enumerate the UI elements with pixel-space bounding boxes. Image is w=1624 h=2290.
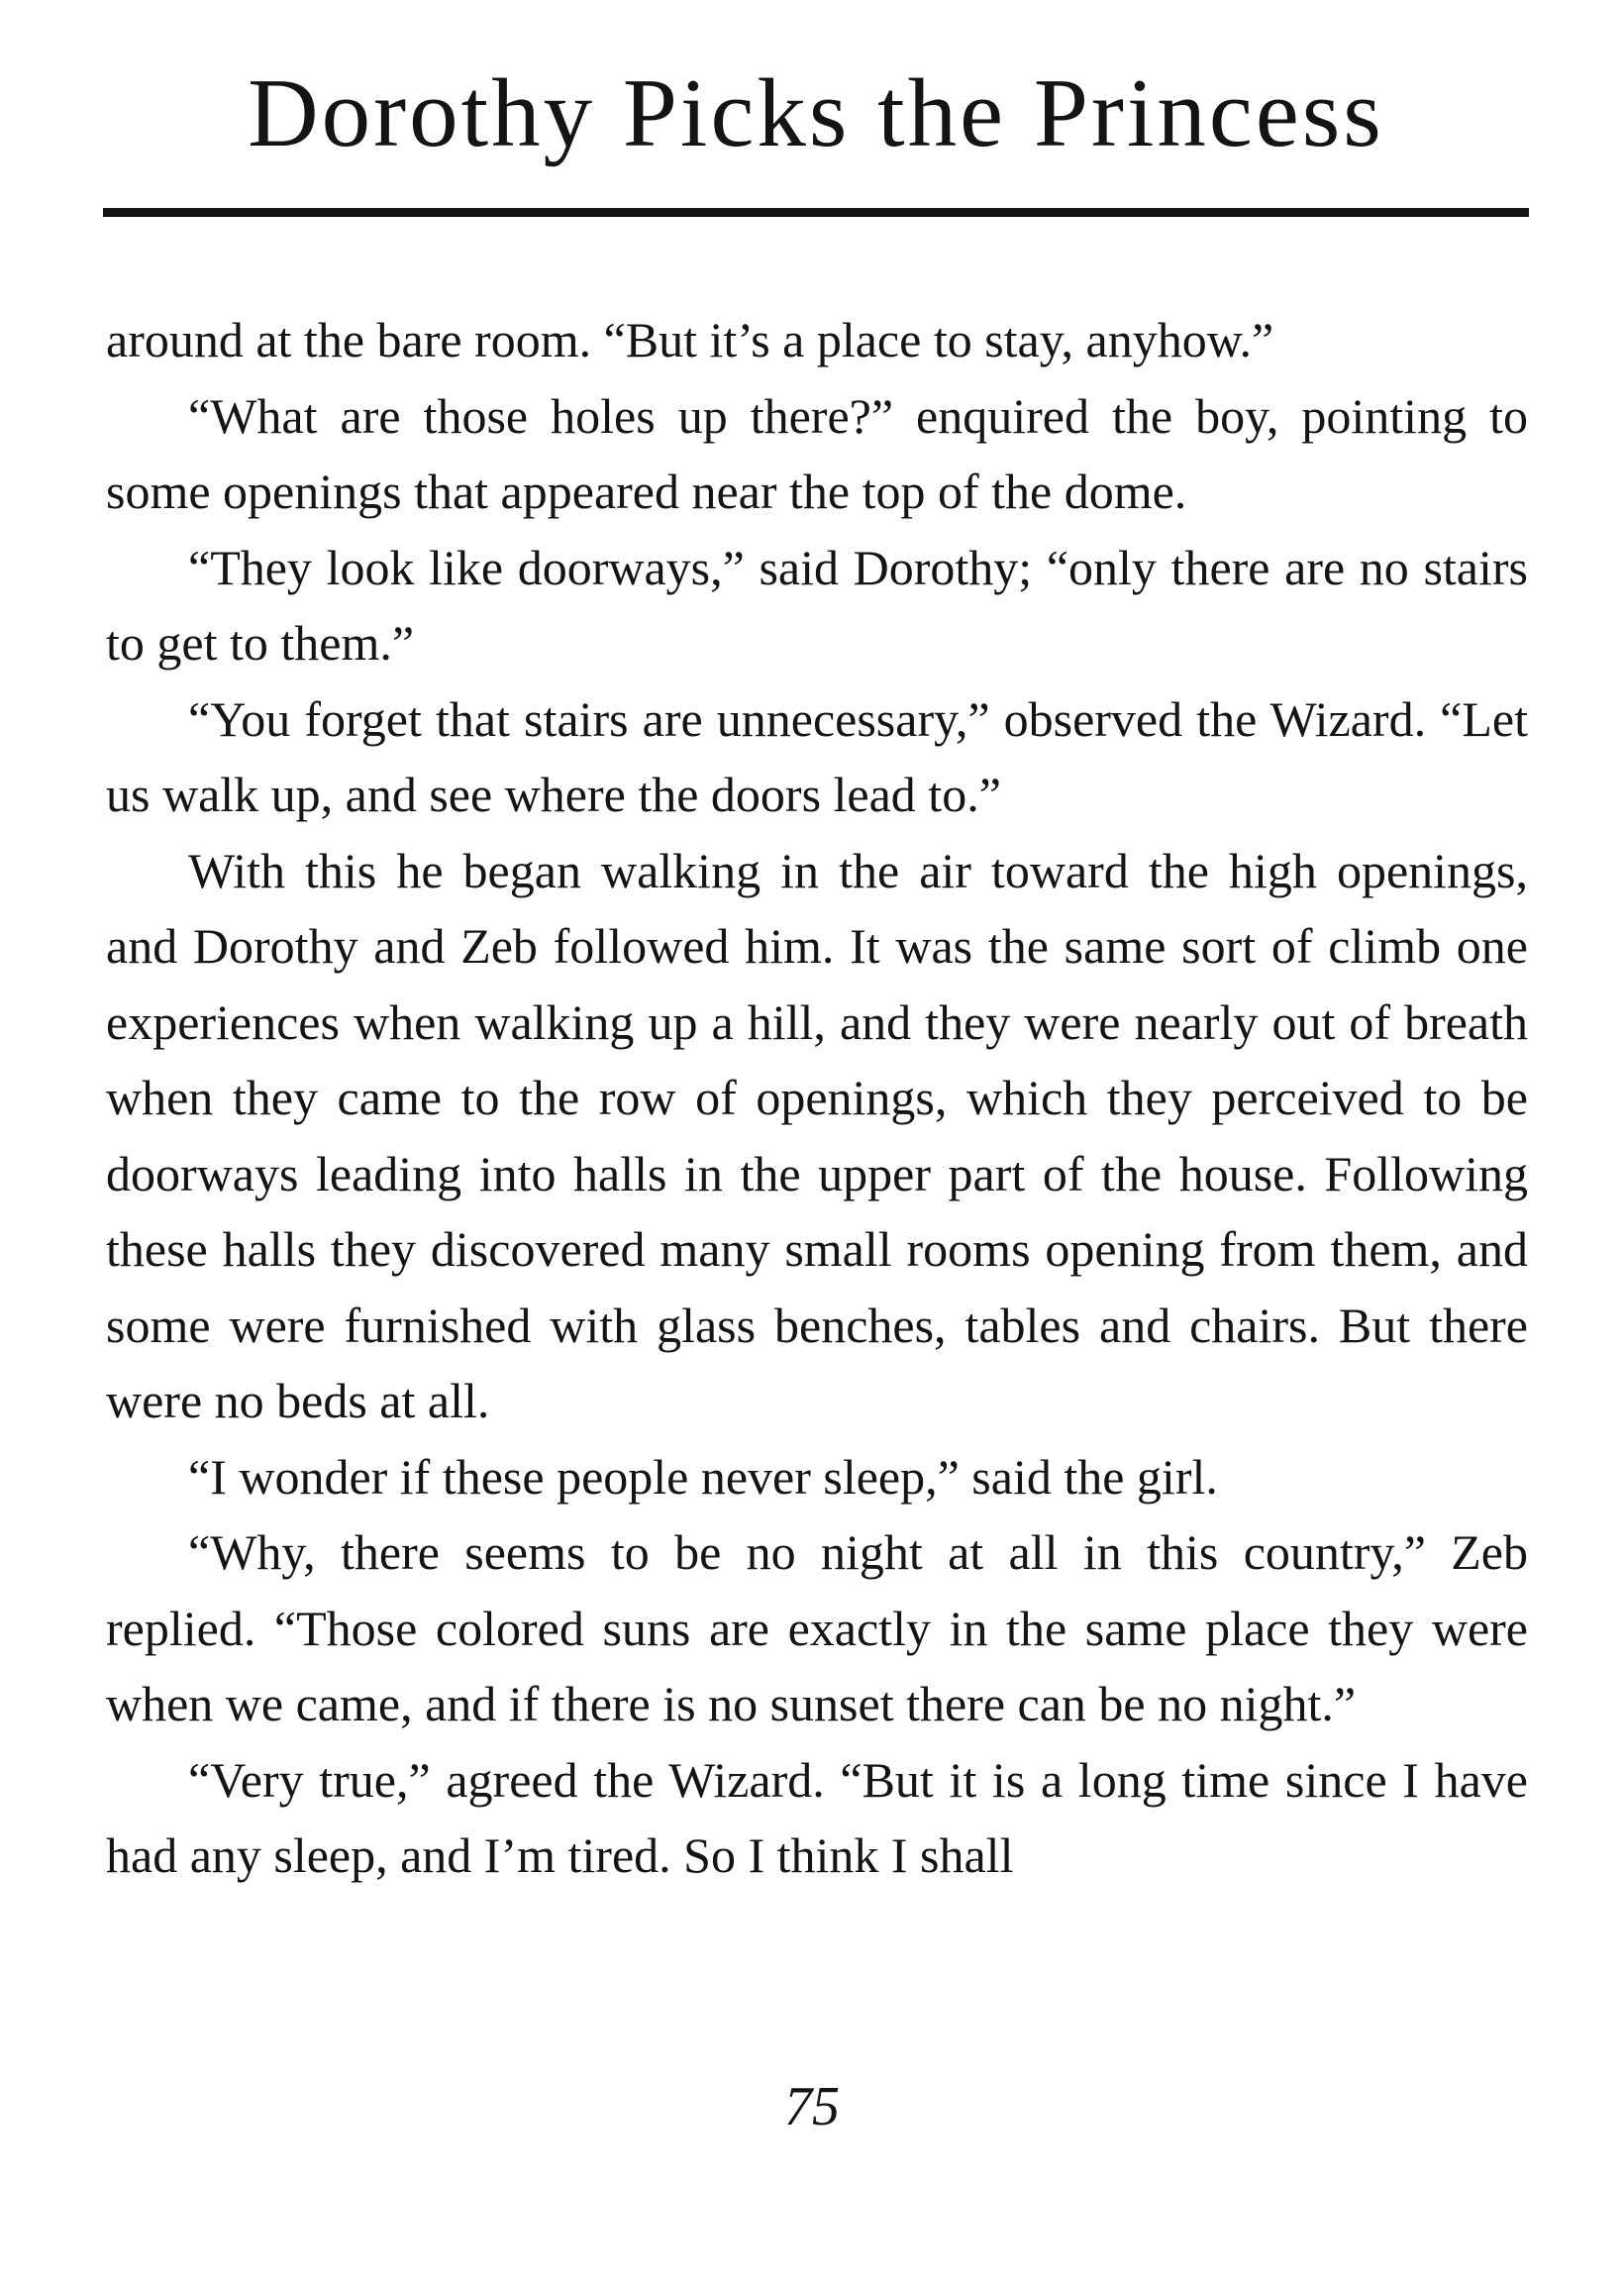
paragraph: “Why, there seems to be no night at all in this country,” Zeb replied. “Those colored suns are exactly in the same place they were when we came, and if there is no sunset there can be no night.”	[106, 1524, 1528, 1731]
running-title: Dorothy Picks the Princess	[248, 59, 1384, 167]
paragraph: “What are those holes up there?” enquired the boy, pointing to some openings that appeared near the top of the dome.	[106, 387, 1528, 519]
paragraph-continued: around at the bare room. “But it’s a place to stay, anyhow.”	[106, 312, 1274, 367]
header-rule	[103, 208, 1529, 217]
paragraph: With this he began walking in the air toward the high openings, and Dorothy and Zeb followed him. It was the same sort of climb one experiences when walking up a hill, and they were nearly out of breath when they came to the row of openings, which they perceived to be doorways leading into halls in the upper part of the house. Following these halls they discovered many small rooms opening from them, and some were furnished with glass benches, tables and chairs. But there were no beds at all.	[106, 842, 1528, 1428]
paragraph: “Very true,” agreed the Wizard. “But it is a long time since I have had any sleep, and I’m tired. So I think I shall	[106, 1751, 1528, 1883]
paragraph: “You forget that stairs are unnecessary,” observed the Wizard. “Let us walk up, and see where the doors lead to.”	[106, 690, 1528, 822]
paragraph: “I wonder if these people never sleep,” said the girl.	[188, 1448, 1218, 1505]
paragraph: “They look like doorways,” said Dorothy; “only there are no stairs to get to them.”	[106, 539, 1528, 671]
body-text	[106, 302, 1528, 1894]
page-number: 75	[784, 2076, 840, 2137]
